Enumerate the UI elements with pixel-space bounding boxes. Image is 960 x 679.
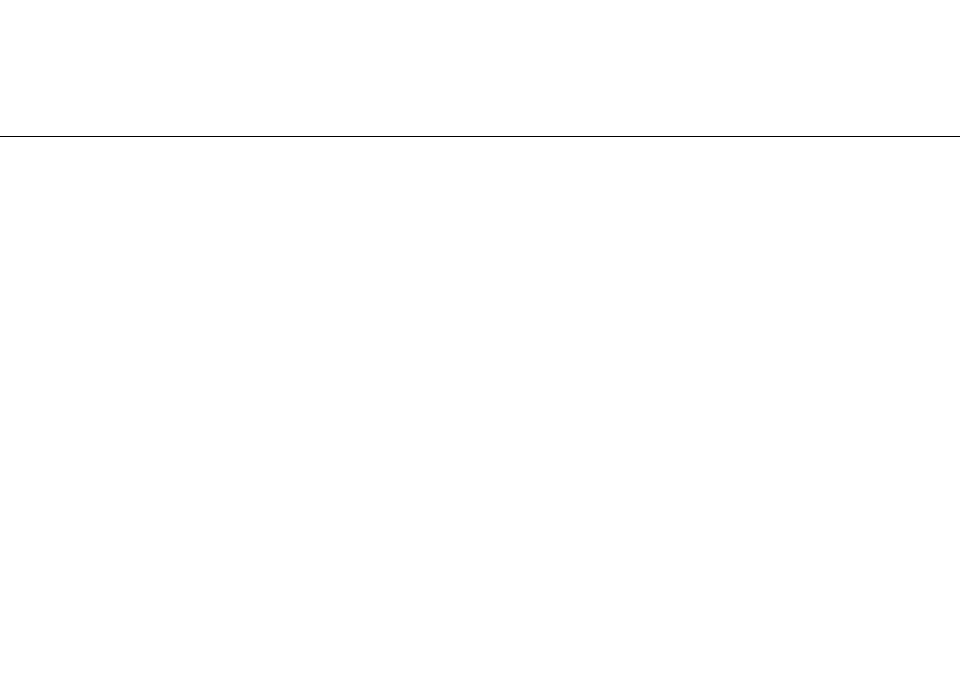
header-divider (0, 136, 960, 137)
